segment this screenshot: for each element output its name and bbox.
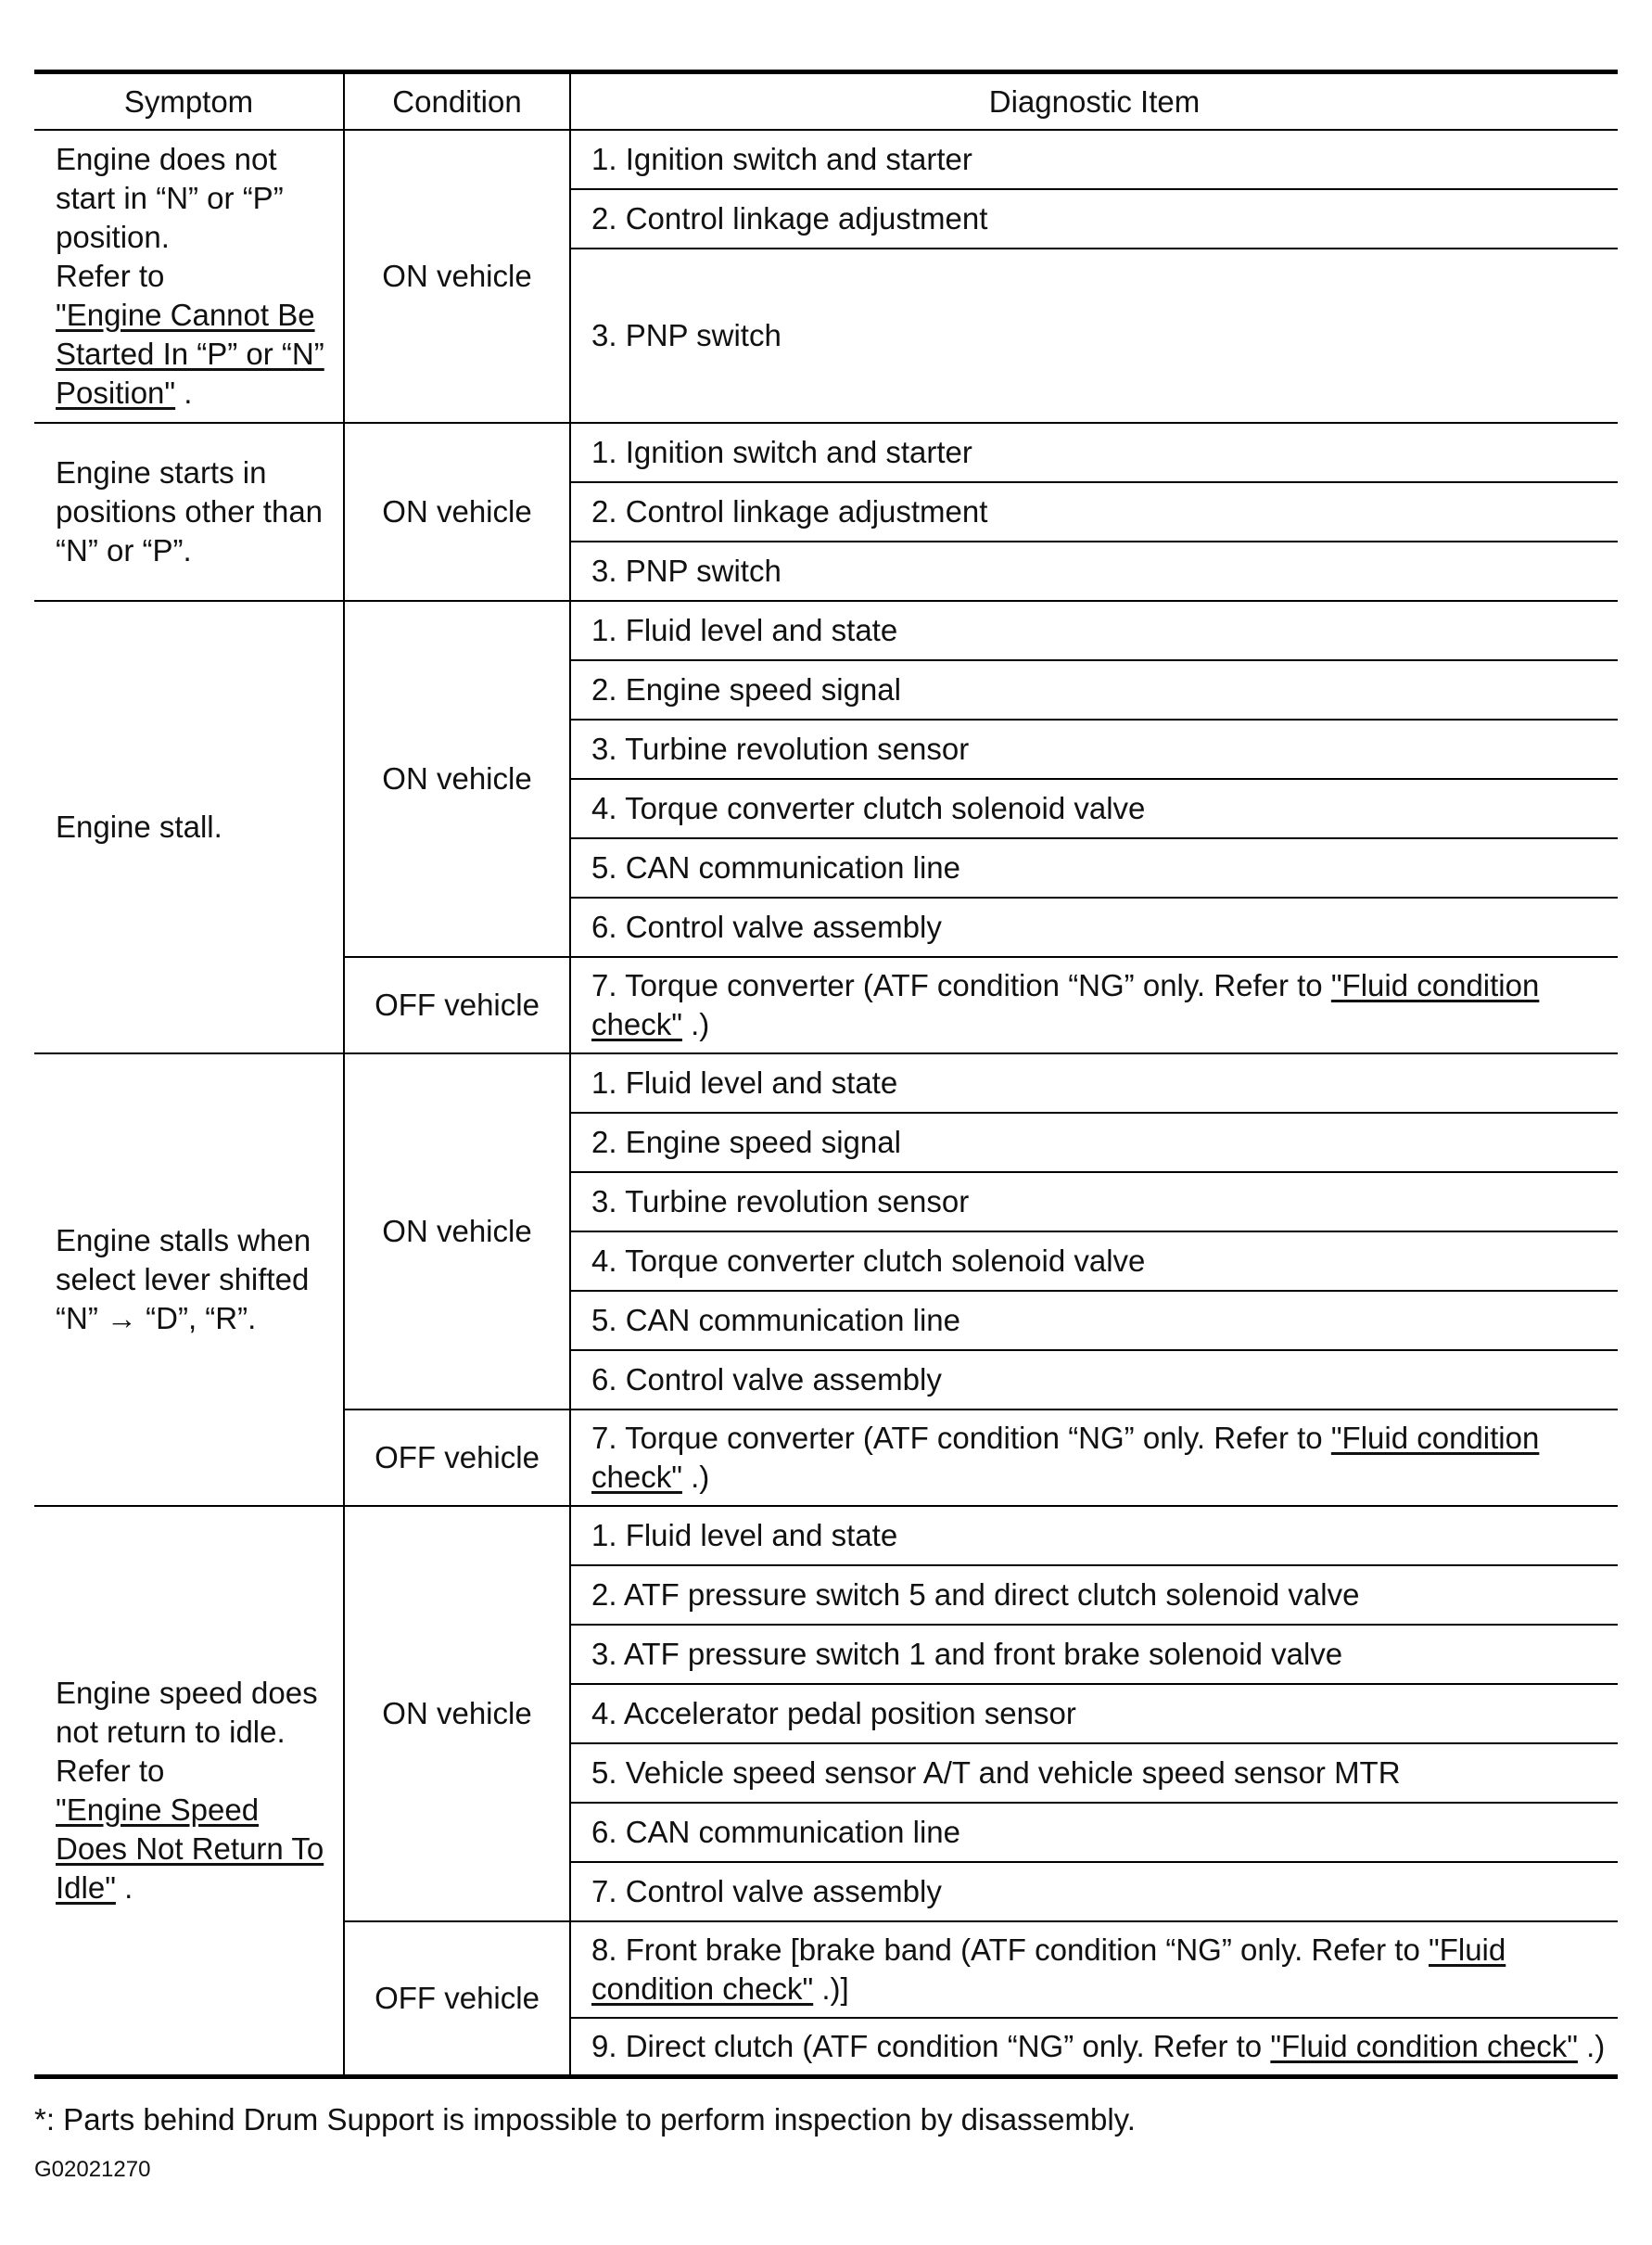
table-row: [34, 601, 1618, 660]
diagnostic-item: 4. Accelerator pedal position sensor: [570, 1684, 1618, 1743]
diagnostic-item: 5. CAN communication line: [570, 1291, 1618, 1350]
link-suffix: .: [175, 376, 193, 410]
diagnostic-item: 6. Control valve assembly: [570, 1350, 1618, 1410]
symptom-text: Engine speed does not return to idle.: [56, 1676, 318, 1749]
diagnostic-item: 1. Fluid level and state: [570, 601, 1618, 660]
diagnostic-item: 3. Turbine revolution sensor: [570, 720, 1618, 779]
fluid-condition-check-link[interactable]: "Fluid condition check": [1270, 2029, 1578, 2063]
diagnostic-item: 1. Ignition switch and starter: [570, 130, 1618, 189]
condition-cell: ON vehicle: [344, 423, 570, 601]
symptom-link[interactable]: "Engine Cannot Be Started In “P” or “N” Position": [56, 298, 324, 410]
symptom-cell: [34, 1053, 344, 1506]
table-row: [34, 423, 1618, 482]
diagnostic-item: 3. Turbine revolution sensor: [570, 1172, 1618, 1231]
condition-cell: OFF vehicle: [344, 1921, 570, 2077]
symptom-link[interactable]: "Engine Speed Does Not Return To Idle": [56, 1792, 324, 1905]
diagnostic-item: 2. Engine speed signal: [570, 660, 1618, 720]
fluid-condition-check-link[interactable]: "Fluid condition check": [591, 968, 1540, 1041]
symptom-cell: [34, 423, 344, 601]
diagnostic-item: 1. Ignition switch and starter: [570, 423, 1618, 482]
item-text: 8. Front brake [brake band (ATF condition “NG” only. Refer to: [591, 1932, 1429, 1967]
condition-cell: ON vehicle: [344, 130, 570, 423]
condition-cell: OFF vehicle: [344, 1410, 570, 1506]
diagnostic-item: 2. Control linkage adjustment: [570, 189, 1618, 249]
refer-text: Refer to: [56, 1754, 165, 1788]
diagnostic-item: 3. ATF pressure switch 1 and front brake solenoid valve: [570, 1625, 1618, 1684]
item-suffix: .): [681, 1460, 710, 1494]
item-text: 9. Direct clutch (ATF condition “NG” only. Refer to: [591, 2029, 1271, 2063]
header-diagnostic-item: Diagnostic Item: [570, 72, 1618, 131]
item-suffix: .): [681, 1007, 710, 1041]
diagnostic-item: 4. Torque converter clutch solenoid valve: [570, 1231, 1618, 1291]
fluid-condition-check-link[interactable]: "Fluid condition check": [591, 1932, 1506, 2006]
symptom-cell: [34, 1506, 344, 2077]
table-row: [34, 1506, 1618, 1565]
diagnostic-item: [570, 2018, 1618, 2077]
diagnostic-item: 2. ATF pressure switch 5 and direct clutch solenoid valve: [570, 1565, 1618, 1625]
diagnostic-item: 6. Control valve assembly: [570, 898, 1618, 957]
item-suffix: .): [1577, 2029, 1606, 2063]
diagnostic-item: [570, 1921, 1618, 2018]
condition-cell: ON vehicle: [344, 601, 570, 957]
diagnostic-item: [570, 957, 1618, 1053]
item-suffix: .)]: [813, 1971, 849, 2006]
symptom-text: Engine does not start in “N” or “P” position.: [56, 142, 284, 254]
item-text: 7. Torque converter (ATF condition “NG” only. Refer to: [591, 1421, 1331, 1455]
symptom-text: Engine stalls when select lever shifted “N” → “D”, “R”.: [56, 1223, 311, 1335]
diagnostic-table-container: [34, 70, 1618, 2079]
footnote: *: Parts behind Drum Support is impossible to perform inspection by disassembly.: [34, 2102, 1136, 2137]
diagnostic-item: 3. PNP switch: [570, 249, 1618, 423]
symptom-cell: [34, 130, 344, 423]
refer-text: Refer to: [56, 259, 165, 293]
condition-cell: ON vehicle: [344, 1506, 570, 1921]
diagnostic-item: 3. PNP switch: [570, 542, 1618, 601]
item-text: 7. Torque converter (ATF condition “NG” only. Refer to: [591, 968, 1331, 1002]
symptom-text: Engine stall.: [56, 810, 222, 844]
header-condition: Condition: [344, 72, 570, 131]
table-header-row: [34, 72, 1618, 131]
diagnostic-item: 7. Control valve assembly: [570, 1862, 1618, 1921]
diagnostic-item: 1. Fluid level and state: [570, 1053, 1618, 1113]
condition-cell: OFF vehicle: [344, 957, 570, 1053]
diagnostic-item: 2. Control linkage adjustment: [570, 482, 1618, 542]
fluid-condition-check-link[interactable]: "Fluid condition check": [591, 1421, 1540, 1494]
symptom-text: Engine starts in positions other than “N” or “P”.: [56, 455, 324, 568]
diagnostic-table: [34, 70, 1618, 2079]
diagnostic-item: 1. Fluid level and state: [570, 1506, 1618, 1565]
diagnostic-item: 5. CAN communication line: [570, 838, 1618, 898]
table-row: [34, 1053, 1618, 1113]
diagnostic-item: 4. Torque converter clutch solenoid valve: [570, 779, 1618, 838]
condition-cell: ON vehicle: [344, 1053, 570, 1410]
header-symptom: Symptom: [34, 72, 344, 131]
symptom-cell: [34, 601, 344, 1053]
diagnostic-item: 5. Vehicle speed sensor A/T and vehicle speed sensor MTR: [570, 1743, 1618, 1803]
diagnostic-item: 6. CAN communication line: [570, 1803, 1618, 1862]
figure-id: G02021270: [34, 2157, 151, 2182]
table-row: [34, 130, 1618, 189]
diagnostic-item: [570, 1410, 1618, 1506]
diagnostic-item: 2. Engine speed signal: [570, 1113, 1618, 1172]
link-suffix: .: [115, 1870, 133, 1905]
